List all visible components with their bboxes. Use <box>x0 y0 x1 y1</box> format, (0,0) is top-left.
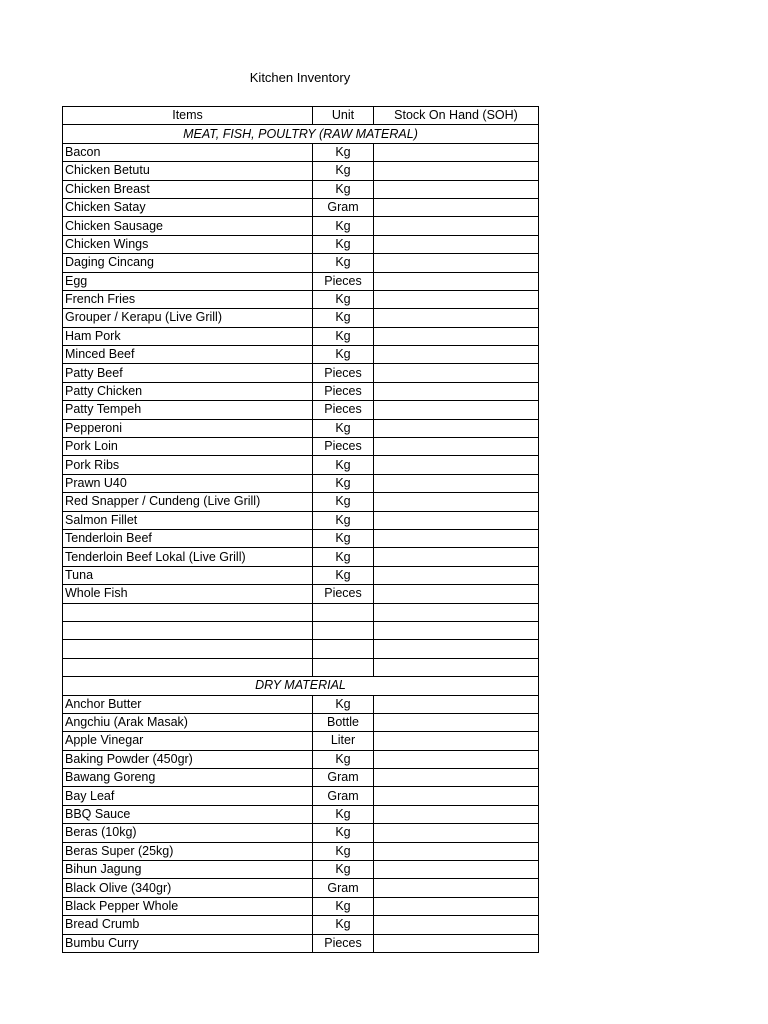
section-row <box>63 125 539 143</box>
soh-cell <box>374 879 539 897</box>
item-cell: Baking Powder (450gr) <box>63 750 313 768</box>
item-cell: Chicken Betutu <box>63 162 313 180</box>
unit-cell: Kg <box>313 162 374 180</box>
table-row <box>63 658 539 676</box>
section-title: MEAT, FISH, POULTRY (RAW MATERAL) <box>63 125 539 143</box>
soh-cell <box>374 916 539 934</box>
soh-cell <box>374 401 539 419</box>
soh-cell <box>374 805 539 823</box>
table-row <box>63 603 539 621</box>
item-cell: Black Pepper Whole <box>63 897 313 915</box>
unit-cell: Pieces <box>313 401 374 419</box>
table-row <box>63 327 539 345</box>
soh-cell <box>374 180 539 198</box>
item-cell: Angchiu (Arak Masak) <box>63 713 313 731</box>
soh-cell <box>374 272 539 290</box>
table-row <box>63 842 539 860</box>
unit-cell: Pieces <box>313 585 374 603</box>
table-row <box>63 713 539 731</box>
soh-cell <box>374 658 539 676</box>
unit-cell: Kg <box>313 290 374 308</box>
soh-cell <box>374 217 539 235</box>
unit-cell: Kg <box>313 842 374 860</box>
table-row <box>63 217 539 235</box>
item-cell: Beras (10kg) <box>63 824 313 842</box>
item-cell: Whole Fish <box>63 585 313 603</box>
soh-cell <box>374 640 539 658</box>
unit-cell: Kg <box>313 916 374 934</box>
soh-cell <box>374 346 539 364</box>
soh-cell <box>374 769 539 787</box>
item-cell: Daging Cincang <box>63 254 313 272</box>
table-row <box>63 180 539 198</box>
soh-cell <box>374 290 539 308</box>
page-title: Kitchen Inventory <box>249 70 351 85</box>
table-row <box>63 235 539 253</box>
soh-cell <box>374 309 539 327</box>
item-cell: Pork Loin <box>63 438 313 456</box>
soh-cell <box>374 934 539 952</box>
soh-cell <box>374 254 539 272</box>
soh-cell <box>374 162 539 180</box>
item-cell: Tenderloin Beef Lokal (Live Grill) <box>63 548 313 566</box>
unit-cell: Pieces <box>313 382 374 400</box>
inventory-table <box>62 106 539 953</box>
soh-cell <box>374 787 539 805</box>
unit-cell: Liter <box>313 732 374 750</box>
unit-cell: Bottle <box>313 713 374 731</box>
soh-cell <box>374 732 539 750</box>
unit-cell: Pieces <box>313 438 374 456</box>
unit-cell <box>313 640 374 658</box>
unit-cell: Kg <box>313 511 374 529</box>
header-row <box>63 107 539 125</box>
table-row <box>63 438 539 456</box>
item-cell: Black Olive (340gr) <box>63 879 313 897</box>
item-cell: French Fries <box>63 290 313 308</box>
table-row <box>63 695 539 713</box>
item-cell <box>63 658 313 676</box>
unit-cell: Pieces <box>313 272 374 290</box>
item-cell: Bihun Jagung <box>63 861 313 879</box>
unit-cell: Kg <box>313 493 374 511</box>
header-soh: Stock On Hand (SOH) <box>374 107 539 125</box>
table-row <box>63 493 539 511</box>
unit-cell: Kg <box>313 750 374 768</box>
soh-cell <box>374 713 539 731</box>
unit-cell: Kg <box>313 695 374 713</box>
soh-cell <box>374 548 539 566</box>
soh-cell <box>374 364 539 382</box>
table-row <box>63 456 539 474</box>
soh-cell <box>374 585 539 603</box>
inventory-body <box>63 125 539 953</box>
soh-cell <box>374 493 539 511</box>
table-row <box>63 934 539 952</box>
header-items: Items <box>63 107 313 125</box>
soh-cell <box>374 603 539 621</box>
table-row <box>63 254 539 272</box>
table-row <box>63 732 539 750</box>
item-cell <box>63 603 313 621</box>
soh-cell <box>374 474 539 492</box>
item-cell: Patty Tempeh <box>63 401 313 419</box>
soh-cell <box>374 695 539 713</box>
item-cell: Bread Crumb <box>63 916 313 934</box>
unit-cell: Kg <box>313 419 374 437</box>
table-row <box>63 585 539 603</box>
table-row <box>63 198 539 216</box>
item-cell: Beras Super (25kg) <box>63 842 313 860</box>
unit-cell <box>313 603 374 621</box>
table-row <box>63 769 539 787</box>
unit-cell <box>313 621 374 639</box>
item-cell: Pepperoni <box>63 419 313 437</box>
unit-cell: Kg <box>313 309 374 327</box>
soh-cell <box>374 198 539 216</box>
unit-cell: Gram <box>313 787 374 805</box>
unit-cell: Gram <box>313 198 374 216</box>
item-cell: Apple Vinegar <box>63 732 313 750</box>
item-cell: Grouper / Kerapu (Live Grill) <box>63 309 313 327</box>
soh-cell <box>374 419 539 437</box>
table-row <box>63 529 539 547</box>
item-cell: Chicken Satay <box>63 198 313 216</box>
table-row <box>63 511 539 529</box>
table-row <box>63 787 539 805</box>
unit-cell: Gram <box>313 879 374 897</box>
unit-cell: Kg <box>313 235 374 253</box>
table-row <box>63 566 539 584</box>
unit-cell: Pieces <box>313 364 374 382</box>
table-row <box>63 805 539 823</box>
item-cell: Chicken Breast <box>63 180 313 198</box>
soh-cell <box>374 842 539 860</box>
unit-cell: Kg <box>313 180 374 198</box>
unit-cell: Kg <box>313 254 374 272</box>
unit-cell: Kg <box>313 217 374 235</box>
table-row <box>63 162 539 180</box>
table-row <box>63 346 539 364</box>
item-cell: Minced Beef <box>63 346 313 364</box>
table-row <box>63 750 539 768</box>
header-unit: Unit <box>313 107 374 125</box>
table-row <box>63 272 539 290</box>
item-cell: Red Snapper / Cundeng (Live Grill) <box>63 493 313 511</box>
item-cell: Patty Chicken <box>63 382 313 400</box>
unit-cell: Pieces <box>313 934 374 952</box>
item-cell: Anchor Butter <box>63 695 313 713</box>
item-cell: Bumbu Curry <box>63 934 313 952</box>
table-row <box>63 419 539 437</box>
soh-cell <box>374 750 539 768</box>
section-row <box>63 677 539 695</box>
unit-cell: Kg <box>313 897 374 915</box>
unit-cell: Kg <box>313 474 374 492</box>
soh-cell <box>374 861 539 879</box>
unit-cell: Kg <box>313 805 374 823</box>
item-cell: Chicken Sausage <box>63 217 313 235</box>
item-cell: Bay Leaf <box>63 787 313 805</box>
table-row <box>63 548 539 566</box>
unit-cell: Kg <box>313 548 374 566</box>
item-cell: Bawang Goreng <box>63 769 313 787</box>
unit-cell: Kg <box>313 824 374 842</box>
unit-cell: Kg <box>313 566 374 584</box>
unit-cell: Kg <box>313 327 374 345</box>
table-row <box>63 640 539 658</box>
item-cell <box>63 621 313 639</box>
item-cell: Tuna <box>63 566 313 584</box>
soh-cell <box>374 327 539 345</box>
unit-cell: Kg <box>313 861 374 879</box>
soh-cell <box>374 897 539 915</box>
table-row <box>63 916 539 934</box>
soh-cell <box>374 824 539 842</box>
soh-cell <box>374 511 539 529</box>
soh-cell <box>374 235 539 253</box>
item-cell: Bacon <box>63 143 313 161</box>
soh-cell <box>374 566 539 584</box>
table-row <box>63 879 539 897</box>
table-row <box>63 309 539 327</box>
unit-cell: Kg <box>313 456 374 474</box>
table-row <box>63 290 539 308</box>
unit-cell: Gram <box>313 769 374 787</box>
item-cell <box>63 640 313 658</box>
soh-cell <box>374 529 539 547</box>
soh-cell <box>374 382 539 400</box>
unit-cell: Kg <box>313 143 374 161</box>
table-row <box>63 401 539 419</box>
table-row <box>63 382 539 400</box>
item-cell: Prawn U40 <box>63 474 313 492</box>
item-cell: Ham Pork <box>63 327 313 345</box>
table-row <box>63 861 539 879</box>
table-row <box>63 621 539 639</box>
table-row <box>63 897 539 915</box>
soh-cell <box>374 438 539 456</box>
item-cell: BBQ Sauce <box>63 805 313 823</box>
table-row <box>63 143 539 161</box>
table-row <box>63 474 539 492</box>
unit-cell: Kg <box>313 346 374 364</box>
table-row <box>63 824 539 842</box>
soh-cell <box>374 621 539 639</box>
item-cell: Chicken Wings <box>63 235 313 253</box>
item-cell: Tenderloin Beef <box>63 529 313 547</box>
unit-cell <box>313 658 374 676</box>
item-cell: Egg <box>63 272 313 290</box>
section-title: DRY MATERIAL <box>63 677 539 695</box>
soh-cell <box>374 143 539 161</box>
item-cell: Patty Beef <box>63 364 313 382</box>
item-cell: Pork Ribs <box>63 456 313 474</box>
table-row <box>63 364 539 382</box>
soh-cell <box>374 456 539 474</box>
item-cell: Salmon Fillet <box>63 511 313 529</box>
unit-cell: Kg <box>313 529 374 547</box>
